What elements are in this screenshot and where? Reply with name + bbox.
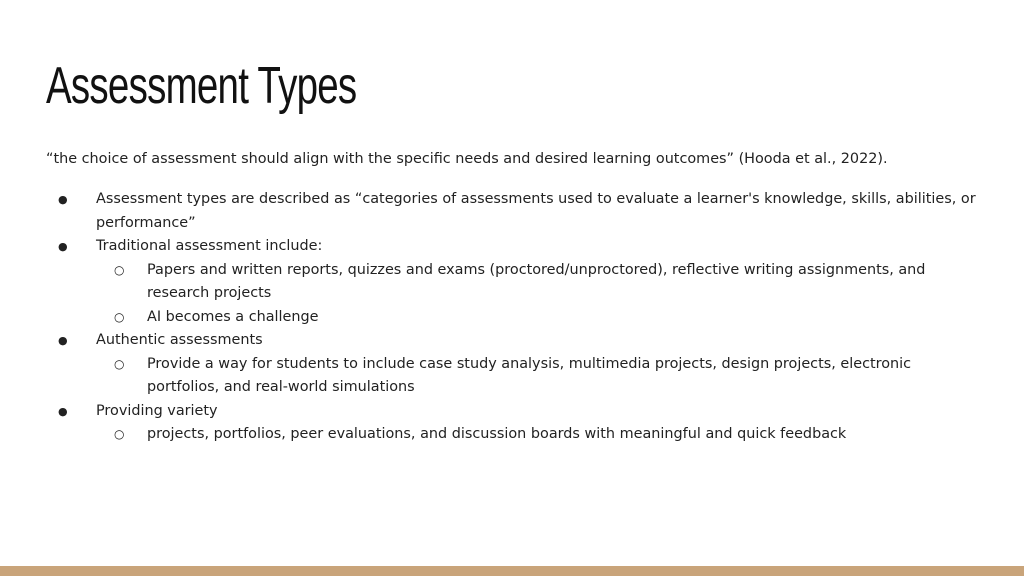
sub-bullet-text: projects, portfolios, peer evaluations, and discussion boards with meaningful and quick feedback <box>147 426 847 442</box>
bullet-list <box>46 188 986 447</box>
sub-bullet-text: Papers and written reports, quizzes and exams (proctored/unproctored), reflective writing assignments, and research projects <box>147 261 926 301</box>
bullet-item <box>46 329 986 353</box>
sub-bullet-item <box>46 306 986 330</box>
bullet-marker: ● <box>58 240 68 253</box>
bullet-text: Assessment types are described as “categories of assessments used to evaluate a learner's knowledge, skills, abilities, or performance” <box>96 191 976 231</box>
bullet-text: Authentic assessments <box>96 332 263 348</box>
bullet-text: Providing variety <box>96 402 218 419</box>
bullet-marker: ● <box>58 404 68 418</box>
sub-list <box>46 259 986 330</box>
sub-bullet-marker: ○ <box>114 427 125 441</box>
bullet-marker: ● <box>58 193 68 206</box>
bullet-marker: ● <box>58 334 68 347</box>
sub-list <box>46 423 986 447</box>
sub-bullet-item <box>46 259 986 306</box>
sub-bullet-item <box>46 353 986 400</box>
sub-list-wrapper <box>46 353 986 400</box>
bullet-item <box>46 235 986 259</box>
quote-text: “the choice of assessment should align with the specific needs and desired learning outcomes” (Hooda et al., 2022). <box>46 151 888 167</box>
sub-bullet-marker: ○ <box>114 309 125 324</box>
footer-accent-bar <box>0 566 1024 576</box>
bullet-item <box>46 400 986 424</box>
bullet-item <box>46 188 986 235</box>
sub-bullet-marker: ○ <box>114 356 125 371</box>
slide-title: Assessment Types <box>46 57 357 115</box>
sub-bullet-item <box>46 423 986 447</box>
sub-list-wrapper <box>46 423 986 447</box>
sub-list-wrapper <box>46 259 986 330</box>
sub-list <box>46 353 986 400</box>
bullet-text: Traditional assessment include: <box>96 238 323 254</box>
sub-bullet-text: AI becomes a challenge <box>147 308 319 325</box>
sub-bullet-text: Provide a way for students to include case study analysis, multimedia projects, design projects, electronic portfolios, and real-world simulations <box>147 355 912 395</box>
sub-bullet-marker: ○ <box>114 262 125 277</box>
